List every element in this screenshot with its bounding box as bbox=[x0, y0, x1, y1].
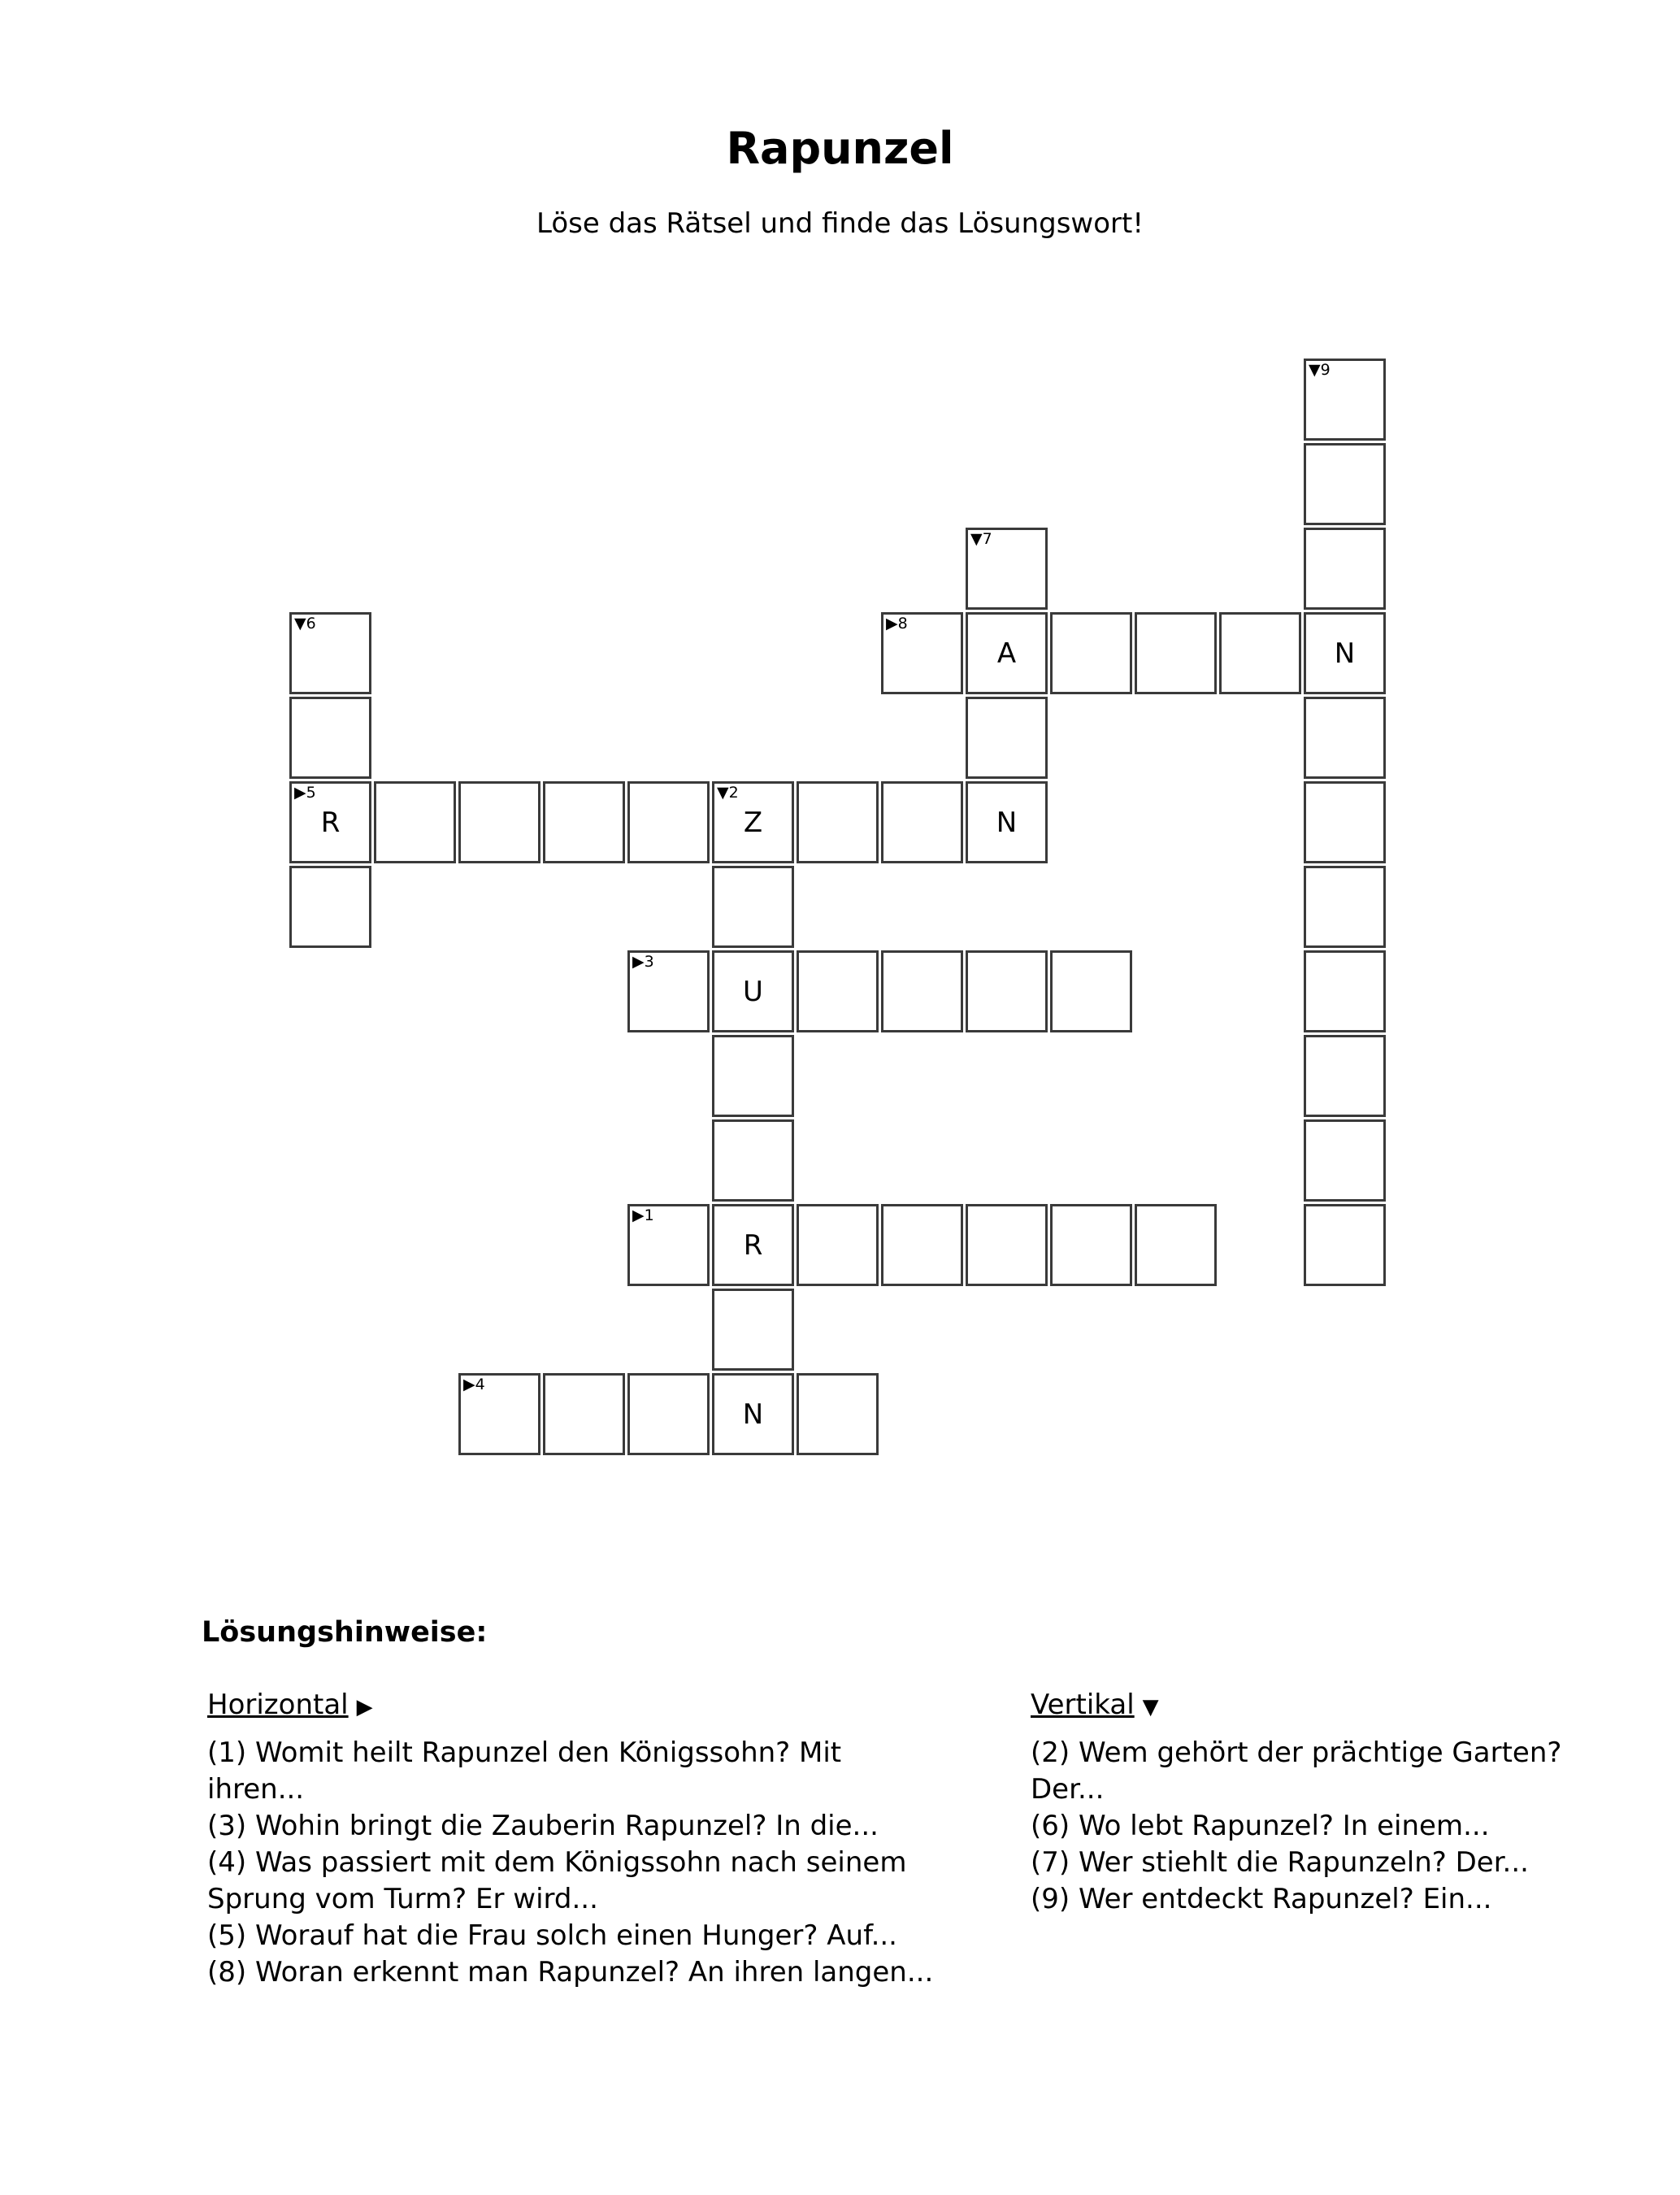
clue-number: ▼7 bbox=[970, 530, 992, 548]
crossword-cell[interactable] bbox=[1304, 1035, 1386, 1117]
crossword-cell[interactable] bbox=[966, 612, 1048, 694]
page-subtitle: Löse das Rätsel und finde das Lösungswort! bbox=[536, 207, 1144, 240]
horizontal-clues bbox=[207, 1687, 1020, 1991]
crossword-cell[interactable] bbox=[458, 781, 540, 863]
crossword-cell[interactable] bbox=[712, 1204, 794, 1286]
clue-down-2: (2) Wem gehört der prächtige Garten? Der... bbox=[1031, 1736, 1562, 1806]
crossword-cell[interactable] bbox=[1304, 528, 1386, 610]
crossword-cell[interactable] bbox=[1304, 612, 1386, 694]
cell-letter: R bbox=[743, 1229, 763, 1262]
clue-across-3: (3) Wohin bringt die Zauberin Rapunzel? In die... bbox=[207, 1810, 879, 1842]
crossword-cell[interactable] bbox=[1050, 1204, 1132, 1286]
vertical-clues bbox=[1031, 1687, 1680, 1918]
crossword-cell[interactable] bbox=[712, 866, 794, 948]
crossword-cell[interactable] bbox=[1304, 359, 1386, 441]
clue-down-9: (9) Wer entdeckt Rapunzel? Ein... bbox=[1031, 1883, 1492, 1915]
horizontal-clues-heading bbox=[207, 1687, 1020, 1725]
cell-letter: A bbox=[996, 637, 1017, 670]
clue-number: ▶3 bbox=[632, 953, 654, 971]
crossword-cell[interactable] bbox=[712, 781, 794, 863]
vertical-label: Vertikal bbox=[1031, 1689, 1135, 1721]
cell-letter: R bbox=[320, 806, 341, 839]
crossword-cell[interactable] bbox=[289, 781, 371, 863]
clue-number: ▶1 bbox=[632, 1206, 654, 1224]
crossword-cell[interactable] bbox=[289, 612, 371, 694]
crossword-cell[interactable] bbox=[1304, 1204, 1386, 1286]
clue-number: ▶4 bbox=[463, 1376, 485, 1393]
crossword-cell[interactable] bbox=[1135, 612, 1217, 694]
crossword-cell[interactable] bbox=[374, 781, 456, 863]
cell-letter: Z bbox=[743, 806, 763, 839]
clue-across-5: (5) Worauf hat die Frau solch einen Hunger? Auf... bbox=[207, 1919, 897, 1952]
cell-letter: N bbox=[742, 1398, 764, 1431]
clue-number: ▶5 bbox=[294, 784, 316, 802]
crossword-cell[interactable] bbox=[712, 1289, 794, 1371]
crossword-cell[interactable] bbox=[1304, 950, 1386, 1032]
crossword-cell[interactable] bbox=[797, 1373, 879, 1455]
clue-number: ▼2 bbox=[717, 784, 739, 802]
page-title: Rapunzel bbox=[726, 123, 954, 174]
crossword-cell[interactable] bbox=[881, 1204, 963, 1286]
crossword-cell[interactable] bbox=[966, 950, 1048, 1032]
crossword-cell[interactable] bbox=[712, 1373, 794, 1455]
clue-across-1: (1) Womit heilt Rapunzel den Königssohn? Mit ihren... bbox=[207, 1736, 842, 1806]
vertical-clues-heading bbox=[1031, 1687, 1680, 1725]
crossword-cell[interactable] bbox=[1304, 866, 1386, 948]
crossword-cell[interactable] bbox=[881, 781, 963, 863]
horizontal-label: Horizontal bbox=[207, 1689, 349, 1721]
crossword-cell[interactable] bbox=[289, 697, 371, 779]
crossword-cell[interactable] bbox=[881, 612, 963, 694]
crossword-cell[interactable] bbox=[712, 1035, 794, 1117]
clue-down-7: (7) Wer stiehlt die Rapunzeln? Der... bbox=[1031, 1846, 1529, 1879]
clue-number: ▼9 bbox=[1309, 361, 1331, 379]
clue-number: ▼6 bbox=[294, 615, 316, 632]
crossword-cell[interactable] bbox=[712, 1119, 794, 1202]
crossword-cell[interactable] bbox=[627, 1373, 710, 1455]
crossword-cell[interactable] bbox=[543, 1373, 625, 1455]
crossword-cell[interactable] bbox=[1304, 781, 1386, 863]
crossword-cell[interactable] bbox=[1304, 443, 1386, 525]
crossword-cell[interactable] bbox=[797, 1204, 879, 1286]
crossword-cell[interactable] bbox=[289, 866, 371, 948]
crossword-cell[interactable] bbox=[1050, 612, 1132, 694]
crossword-cell[interactable] bbox=[627, 950, 710, 1032]
crossword-cell[interactable] bbox=[966, 781, 1048, 863]
crossword-cell[interactable] bbox=[712, 950, 794, 1032]
cell-letter: U bbox=[743, 976, 763, 1008]
crossword-cell[interactable] bbox=[797, 950, 879, 1032]
crossword-cell[interactable] bbox=[1050, 950, 1132, 1032]
crossword-cell[interactable] bbox=[797, 781, 879, 863]
clue-across-8: (8) Woran erkennt man Rapunzel? An ihren langen... bbox=[207, 1956, 934, 1989]
crossword-cell[interactable] bbox=[458, 1373, 540, 1455]
crossword-cell[interactable] bbox=[1219, 612, 1301, 694]
hints-heading: Lösungshinweise: bbox=[202, 1616, 488, 1649]
clue-number: ▶8 bbox=[886, 615, 908, 632]
crossword-cell[interactable] bbox=[1304, 1119, 1386, 1202]
crossword-cell[interactable] bbox=[627, 781, 710, 863]
clue-across-4: (4) Was passiert mit dem Königssohn nach seinem Sprung vom Turm? Er wird... bbox=[207, 1846, 907, 1915]
crossword-cell[interactable] bbox=[1304, 697, 1386, 779]
crossword-cell[interactable] bbox=[966, 528, 1048, 610]
crossword-cell[interactable] bbox=[1135, 1204, 1217, 1286]
crossword-cell[interactable] bbox=[966, 697, 1048, 779]
right-arrow-icon: ▶ bbox=[356, 1695, 373, 1719]
crossword-cell[interactable] bbox=[627, 1204, 710, 1286]
clue-down-6: (6) Wo lebt Rapunzel? In einem... bbox=[1031, 1810, 1490, 1842]
crossword-cell[interactable] bbox=[966, 1204, 1048, 1286]
crossword-cell[interactable] bbox=[543, 781, 625, 863]
cell-letter: N bbox=[996, 806, 1018, 839]
crossword-cell[interactable] bbox=[881, 950, 963, 1032]
down-arrow-icon: ▼ bbox=[1142, 1695, 1159, 1719]
cell-letter: N bbox=[1334, 637, 1356, 670]
